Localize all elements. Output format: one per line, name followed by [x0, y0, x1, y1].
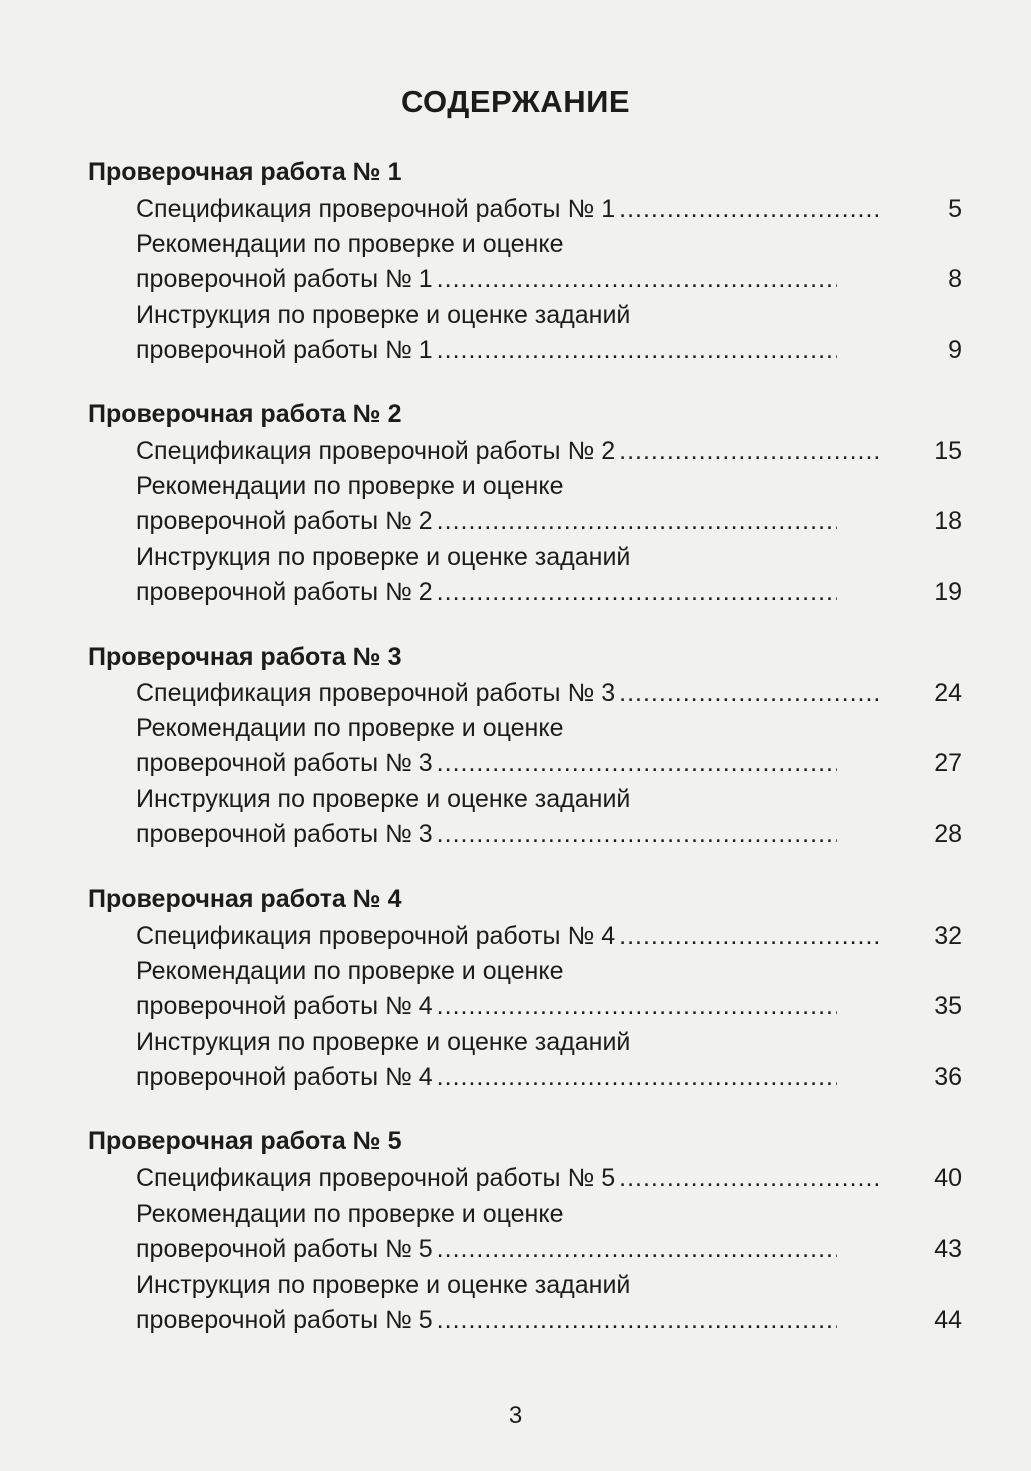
toc-entry-text: Инструкция по проверке и оценке заданий: [136, 543, 631, 571]
toc-entry-text: Рекомендации по проверке и оценке: [136, 714, 564, 742]
toc-entry[interactable]: [136, 782, 962, 852]
toc-entry-text: Инструкция по проверке и оценке заданий: [136, 1271, 631, 1299]
toc-page-number: 5: [948, 195, 962, 223]
toc-entry-text: проверочной работы № 3: [136, 749, 433, 777]
toc-entry-text: Спецификация проверочной работы № 1: [136, 195, 616, 223]
toc-entry-text: Рекомендации по проверке и оценке: [136, 230, 564, 258]
section-heading: Проверочная работа № 4: [88, 885, 402, 913]
toc-entry[interactable]: [136, 1268, 962, 1338]
toc-entry[interactable]: [136, 192, 962, 227]
toc-page-number: 36: [934, 1063, 962, 1091]
toc-entry[interactable]: [136, 298, 962, 368]
toc-entry-text: Рекомендации по проверке и оценке: [136, 957, 564, 985]
dot-leader: [619, 434, 878, 469]
toc-entry[interactable]: [136, 711, 962, 781]
toc-entry-text: проверочной работы № 2: [136, 507, 433, 535]
toc-entry-text: проверочной работы № 5: [136, 1235, 433, 1263]
toc-entry[interactable]: [136, 1197, 962, 1267]
toc-entry-text: Инструкция по проверке и оценке заданий: [136, 785, 631, 813]
toc-entry-text: Спецификация проверочной работы № 3: [136, 679, 616, 707]
dot-leader: [437, 262, 837, 297]
toc-entry[interactable]: [136, 227, 962, 297]
dot-leader: [437, 817, 837, 852]
section-heading: Проверочная работа № 5: [88, 1127, 402, 1155]
toc-page-number: 18: [934, 507, 962, 535]
toc-page-number: 19: [934, 578, 962, 606]
dot-leader: [437, 575, 837, 610]
dot-leader: [437, 333, 837, 368]
toc-entry-text: Рекомендации по проверке и оценке: [136, 1200, 564, 1228]
dot-leader: [619, 1161, 878, 1196]
toc-page-number: 27: [934, 749, 962, 777]
toc-page-number: 35: [934, 992, 962, 1020]
dot-leader: [619, 676, 878, 711]
toc-entry-text: Спецификация проверочной работы № 5: [136, 1164, 616, 1192]
toc-entry-text: проверочной работы № 4: [136, 1063, 433, 1091]
toc-entry[interactable]: [136, 540, 962, 610]
toc-entry-text: проверочной работы № 3: [136, 820, 433, 848]
toc-entry[interactable]: [136, 434, 962, 469]
toc-entry[interactable]: [136, 676, 962, 711]
toc-page-number: 28: [934, 820, 962, 848]
toc-entry[interactable]: [136, 1025, 962, 1095]
section-heading: Проверочная работа № 2: [88, 400, 402, 428]
toc-page-number: 40: [934, 1164, 962, 1192]
dot-leader: [437, 1060, 837, 1095]
toc-entry[interactable]: [136, 954, 962, 1024]
toc-entry-text: проверочной работы № 2: [136, 578, 433, 606]
toc-entry-text: проверочной работы № 5: [136, 1306, 433, 1334]
toc-entry-text: проверочной работы № 4: [136, 992, 433, 1020]
section-heading: Проверочная работа № 3: [88, 643, 402, 671]
toc-entry-text: Рекомендации по проверке и оценке: [136, 472, 564, 500]
toc-page-number: 44: [934, 1306, 962, 1334]
toc-page-number: 8: [948, 265, 962, 293]
dot-leader: [619, 192, 878, 227]
toc-entry-text: Спецификация проверочной работы № 2: [136, 437, 616, 465]
toc-page-number: 9: [948, 336, 962, 364]
dot-leader: [437, 746, 837, 781]
dot-leader: [437, 504, 837, 539]
toc-page-number: 24: [934, 679, 962, 707]
toc-entry[interactable]: [136, 1161, 962, 1196]
toc-entry-text: проверочной работы № 1: [136, 265, 433, 293]
toc-entry-text: проверочной работы № 1: [136, 336, 433, 364]
toc-entry-text: Инструкция по проверке и оценке заданий: [136, 301, 631, 329]
dot-leader: [437, 1232, 837, 1267]
dot-leader: [619, 919, 878, 954]
page-title: СОДЕРЖАНИЕ: [400, 84, 631, 119]
dot-leader: [437, 989, 837, 1024]
page-number: 3: [508, 1402, 523, 1429]
toc-page-number: 32: [934, 922, 962, 950]
toc-entry-text: Инструкция по проверке и оценке заданий: [136, 1028, 631, 1056]
toc-entry[interactable]: [136, 919, 962, 954]
toc-page-number: 43: [934, 1235, 962, 1263]
toc-entry-text: Спецификация проверочной работы № 4: [136, 922, 616, 950]
dot-leader: [437, 1303, 837, 1338]
toc-page-number: 15: [934, 437, 962, 465]
section-heading: Проверочная работа № 1: [88, 158, 402, 186]
toc-entry[interactable]: [136, 469, 962, 539]
